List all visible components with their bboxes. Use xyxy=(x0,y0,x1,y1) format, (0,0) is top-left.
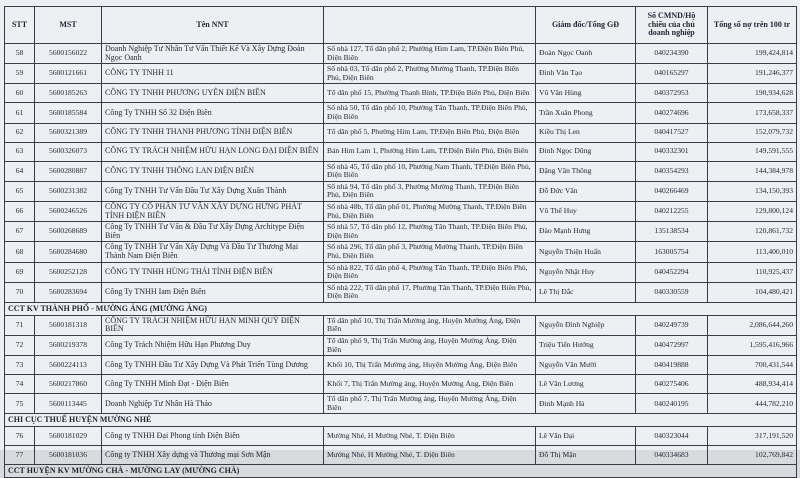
table-row xyxy=(5,222,797,242)
id-number-cell: 040372953 xyxy=(636,84,708,103)
director-cell: Kiều Thị Len xyxy=(536,123,636,142)
director-cell: Vũ Văn Hùng xyxy=(536,84,636,103)
stt-cell: 72 xyxy=(5,336,35,356)
address-cell: Số nhà 94, Tổ dân phố 3, Phường Mường Thanh, TP.Điện Biên Phủ, Điện Biên xyxy=(324,181,536,201)
debt-amount-cell: 152,079,732 xyxy=(708,123,797,142)
debt-amount-cell: 149,591,555 xyxy=(708,142,797,161)
taxpayer-name-cell: CÔNG TY CỔ PHẦN TƯ VẤN XÂY DỰNG HƯNG PHÁT TỈNH ĐIỆN BIÊN xyxy=(102,201,324,221)
mst-cell: 5600283694 xyxy=(35,282,102,302)
table-body xyxy=(5,44,797,478)
address-cell: Khối 7, Thị Trấn Mường ảng, Huyện Mường Ảng, Điện Biên xyxy=(324,375,536,394)
section-title: CHI CỤC THUẾ HUYỆN MƯỜNG NHÉ xyxy=(5,414,797,427)
address-cell: Số nhà 50, Tổ dân phố 10, Phường Tân Thanh, TP.Điện Biên Phủ, Điện Biên xyxy=(324,103,536,123)
taxpayer-name-cell: CÔNG TY TNHH 11 xyxy=(102,64,324,84)
table-row xyxy=(5,84,797,103)
debt-amount-cell: 104,480,421 xyxy=(708,282,797,302)
table-row xyxy=(5,44,797,64)
table-row xyxy=(5,64,797,84)
header-name: Tên NNT xyxy=(102,7,324,44)
mst-cell: 5600231382 xyxy=(35,181,102,201)
mst-cell: 5600185584 xyxy=(35,103,102,123)
address-cell: Tổ dân phố 7, Thị Trấn Mường ảng, Huyện Mường Ảng, Điện Biên xyxy=(324,394,536,414)
director-cell: Triệu Tiến Hướng xyxy=(536,336,636,356)
stt-cell: 64 xyxy=(5,161,35,181)
director-cell: Đào Mạnh Hưng xyxy=(536,222,636,242)
director-cell: Đinh Mạnh Hà xyxy=(536,394,636,414)
stt-cell: 76 xyxy=(5,427,35,446)
table-row xyxy=(5,262,797,282)
mst-cell: 5600113445 xyxy=(35,394,102,414)
stt-cell: 77 xyxy=(5,446,35,465)
debt-amount-cell: 129,800,124 xyxy=(708,201,797,221)
table-row xyxy=(5,282,797,302)
table-row xyxy=(5,336,797,356)
taxpayer-name-cell: CÔNG TY TNHH PHƯƠNG UYÊN ĐIỆN BIÊN xyxy=(102,84,324,103)
debt-table xyxy=(4,6,797,478)
director-cell: Lê Văn Lương xyxy=(536,375,636,394)
director-cell: Đinh Ngọc Dũng xyxy=(536,142,636,161)
address-cell: Số nhà 45, Tổ dân phố 10, Phường Nam Thanh, TP.Điện Biên Phủ, Điện Biên xyxy=(324,161,536,181)
table-row xyxy=(5,103,797,123)
table-row xyxy=(5,394,797,414)
director-cell: Đặng Văn Thông xyxy=(536,161,636,181)
address-cell: Số nhà 127, Tổ dân phố 2, Phường Him Lam, TP.Điện Biên Phủ, Điện Biên xyxy=(324,44,536,64)
section-header-row xyxy=(5,465,797,478)
address-cell: Số nhà 222, Tổ dân phố 17, Phường Tân Thanh, TP.Điện Biên Phủ, Điện Biên xyxy=(324,282,536,302)
director-cell: Đinh Văn Tạo xyxy=(536,64,636,84)
debt-amount-cell: 190,934,628 xyxy=(708,84,797,103)
address-cell: Số nhà 48b, Tổ dân phố 01, Phường Mường Thanh, TP.Điện Biên Phủ, Điện Biên xyxy=(324,201,536,221)
id-number-cell: 040240195 xyxy=(636,394,708,414)
header-stt: STT xyxy=(5,7,35,44)
stt-cell: 67 xyxy=(5,222,35,242)
mst-cell: 5600217860 xyxy=(35,375,102,394)
director-cell: Đỗ Đức Văn xyxy=(536,181,636,201)
mst-cell: 5600246526 xyxy=(35,201,102,221)
table-row xyxy=(5,181,797,201)
mst-cell: 5600181318 xyxy=(35,315,102,335)
table-row xyxy=(5,446,797,465)
id-number-cell: 040354293 xyxy=(636,161,708,181)
debt-amount-cell: 444,782,210 xyxy=(708,394,797,414)
taxpayer-name-cell: Công Ty TNHH Tư Vấn Đầu Tư Xây Dựng Xuân Thành xyxy=(102,181,324,201)
table-row xyxy=(5,161,797,181)
debt-amount-cell: 199,424,814 xyxy=(708,44,797,64)
address-cell: Khối 10, Thị Trấn Mường ảng, Huyện Mường Ảng, Điện Biên xyxy=(324,356,536,375)
taxpayer-name-cell: Công ty TNHH Đại Phong tỉnh Điện Biên xyxy=(102,427,324,446)
taxpayer-name-cell: CÔNG TY TNHH HÙNG THÁI TỈNH ĐIỆN BIÊN xyxy=(102,262,324,282)
mst-cell: 5600219378 xyxy=(35,336,102,356)
stt-cell: 73 xyxy=(5,356,35,375)
mst-cell: 5600181036 xyxy=(35,446,102,465)
mst-cell: 5600185263 xyxy=(35,84,102,103)
header-debt: Tổng số nợ trên 100 tr xyxy=(708,7,797,44)
director-cell: Trần Xuân Phong xyxy=(536,103,636,123)
taxpayer-name-cell: Công Ty TNHH Tư Vấn & Đầu Tư Xây Dựng Architype Điện Biên xyxy=(102,222,324,242)
director-cell: Đỗ Thị Mận xyxy=(536,446,636,465)
taxpayer-name-cell: Công ty TNHH Xây dựng và Thương mại Sơn Mận xyxy=(102,446,324,465)
id-number-cell: 040266469 xyxy=(636,181,708,201)
id-number-cell: 040234390 xyxy=(636,44,708,64)
taxpayer-name-cell: Công Ty Trách Nhiệm Hữu Hạn Phương Duy xyxy=(102,336,324,356)
table-row xyxy=(5,375,797,394)
address-cell: Mường Nhé, H Mường Nhé, T. Điện Biên xyxy=(324,446,536,465)
stt-cell: 63 xyxy=(5,142,35,161)
id-number-cell: 040165297 xyxy=(636,64,708,84)
debt-amount-cell: 191,246,377 xyxy=(708,64,797,84)
section-header-row xyxy=(5,414,797,427)
director-cell: Nguyễn Văn Mười xyxy=(536,356,636,375)
header-address xyxy=(324,7,536,44)
mst-cell: 5600224113 xyxy=(35,356,102,375)
address-cell: Bản Him Lam 1, Phường Him Lam, TP.Điện Biên Phủ, Điện Biên xyxy=(324,142,536,161)
director-cell: Lê Văn Đại xyxy=(536,427,636,446)
stt-cell: 59 xyxy=(5,64,35,84)
address-cell: Tổ dân phố 10, Thị Trấn Mường ảng, Huyện Mường Ảng, Điện Biên xyxy=(324,315,536,335)
id-number-cell: 040212255 xyxy=(636,201,708,221)
stt-cell: 62 xyxy=(5,123,35,142)
taxpayer-name-cell: Công Ty TNHH Số 32 Điện Biên xyxy=(102,103,324,123)
table-row xyxy=(5,201,797,221)
taxpayer-name-cell: Doanh Nghiệp Tư Nhân Tư Vấn Thiết Kế Và Xây Dựng Đoàn Ngọc Oanh xyxy=(102,44,324,64)
id-number-cell: 135138534 xyxy=(636,222,708,242)
stt-cell: 71 xyxy=(5,315,35,335)
debt-amount-cell: 134,150,393 xyxy=(708,181,797,201)
taxpayer-name-cell: Công Ty TNHH Đầu Tư Xây Dựng Và Phát Triển Tùng Dương xyxy=(102,356,324,375)
mst-cell: 5600156022 xyxy=(35,44,102,64)
taxpayer-name-cell: CÔNG TY TNHH THANH PHƯƠNG TỈNH ĐIỆN BIÊN xyxy=(102,123,324,142)
stt-cell: 61 xyxy=(5,103,35,123)
debt-amount-cell: 488,934,414 xyxy=(708,375,797,394)
taxpayer-name-cell: CÔNG TY TRÁCH NHIỆM HỮU HẠN LONG ĐẠI ĐIỆN BIÊN xyxy=(102,142,324,161)
stt-cell: 65 xyxy=(5,181,35,201)
stt-cell: 66 xyxy=(5,201,35,221)
stt-cell: 60 xyxy=(5,84,35,103)
table-row xyxy=(5,123,797,142)
id-number-cell: 040323044 xyxy=(636,427,708,446)
stt-cell: 70 xyxy=(5,282,35,302)
header-id-number: Số CMND/Hộ chiếu của chủ doanh nghiệp xyxy=(636,7,708,44)
taxpayer-name-cell: Công Ty TNHH Tư Vấn Xây Dựng Và Đầu Tư Thương Mại Thành Nam Điện Biên xyxy=(102,242,324,262)
address-cell: Tổ dân phố 15, Phường Thanh Bình, TP.Điện Biên Phủ, Điện Biên xyxy=(324,84,536,103)
id-number-cell: 040417527 xyxy=(636,123,708,142)
mst-cell: 5600321389 xyxy=(35,123,102,142)
id-number-cell: 040472997 xyxy=(636,336,708,356)
address-cell: Số nhà 822, Tổ dân phố 4, Phường Tân Thanh, TP.Điện Biên Phủ, Điện Biên xyxy=(324,262,536,282)
debt-amount-cell: 2,086,644,260 xyxy=(708,315,797,335)
address-cell: Tổ dân phố 9, Thị Trấn Mường ảng, Huyện Mường Ảng, Điện Biên xyxy=(324,336,536,356)
director-cell: Vũ Thế Huy xyxy=(536,201,636,221)
section-title: CCT HUYỆN KV MƯỜNG CHÀ - MƯỜNG LAY (MƯỜNG CHÀ) xyxy=(5,465,797,478)
table-row xyxy=(5,427,797,446)
header-mst: MST xyxy=(35,7,102,44)
table-row xyxy=(5,142,797,161)
mst-cell: 5600284680 xyxy=(35,242,102,262)
mst-cell: 5600326073 xyxy=(35,142,102,161)
id-number-cell: 040249739 xyxy=(636,315,708,335)
stt-cell: 74 xyxy=(5,375,35,394)
table-row xyxy=(5,242,797,262)
taxpayer-name-cell: CÔNG TY TNHH THÔNG LAN ĐIỆN BIÊN xyxy=(102,161,324,181)
debt-amount-cell: 120,861,732 xyxy=(708,222,797,242)
director-cell: Nguyễn Thiện Huấn xyxy=(536,242,636,262)
debt-amount-cell: 1,595,416,966 xyxy=(708,336,797,356)
stt-cell: 69 xyxy=(5,262,35,282)
taxpayer-name-cell: Công Ty TNHH Iam Điện Biên xyxy=(102,282,324,302)
director-cell: Nguyễn Nhật Huy xyxy=(536,262,636,282)
debt-amount-cell: 113,400,010 xyxy=(708,242,797,262)
id-number-cell: 040274696 xyxy=(636,103,708,123)
id-number-cell: 040332301 xyxy=(636,142,708,161)
debt-amount-cell: 700,431,544 xyxy=(708,356,797,375)
debt-amount-cell: 173,658,337 xyxy=(708,103,797,123)
stt-cell: 58 xyxy=(5,44,35,64)
debt-amount-cell: 144,384,978 xyxy=(708,161,797,181)
taxpayer-name-cell: CÔNG TY TRÁCH NHIỆM HỮU HẠN MINH QUÝ ĐIỆN BIÊN xyxy=(102,315,324,335)
director-cell: Lê Thị Đắc xyxy=(536,282,636,302)
id-number-cell: 040275406 xyxy=(636,375,708,394)
table-row xyxy=(5,356,797,375)
address-cell: Số nhà 03, Tổ dân phố 2, Phường Mường Thanh, TP.Điện Biên Phủ, Điện Biên xyxy=(324,64,536,84)
address-cell: Số nhà 296, Tổ dân phố 3, Phường Mường Thanh, TP.Điện Biên Phủ, Điện Biên xyxy=(324,242,536,262)
debt-amount-cell: 317,191,520 xyxy=(708,427,797,446)
mst-cell: 5600252128 xyxy=(35,262,102,282)
section-title: CCT KV THÀNH PHỐ - MƯỜNG ẢNG (MƯỜNG ẢNG) xyxy=(5,302,797,315)
header-director: Giám đốc/Tổng GĐ xyxy=(536,7,636,44)
mst-cell: 5600268689 xyxy=(35,222,102,242)
director-cell: Đoàn Ngọc Oanh xyxy=(536,44,636,64)
stt-cell: 68 xyxy=(5,242,35,262)
mst-cell: 5600181029 xyxy=(35,427,102,446)
debt-amount-cell: 110,925,437 xyxy=(708,262,797,282)
id-number-cell: 163005754 xyxy=(636,242,708,262)
mst-cell: 5600121661 xyxy=(35,64,102,84)
id-number-cell: 040334683 xyxy=(636,446,708,465)
id-number-cell: 040452294 xyxy=(636,262,708,282)
address-cell: Tổ dân phố 5, Phường Him Lam, TP.Điện Biên Phủ, Điện Biên xyxy=(324,123,536,142)
id-number-cell: 040330559 xyxy=(636,282,708,302)
address-cell: Số nhà 57, Tổ dân phố 12, Phường Tân Thanh, TP.Điện Biên Phủ, Điện Biên xyxy=(324,222,536,242)
taxpayer-name-cell: Công Ty TNHH Minh Đạt - Điện Biên xyxy=(102,375,324,394)
address-cell: Mường Nhé, H Mường Nhé, T. Điện Biên xyxy=(324,427,536,446)
id-number-cell: 040419888 xyxy=(636,356,708,375)
header-row xyxy=(5,7,797,44)
debt-amount-cell: 102,769,842 xyxy=(708,446,797,465)
stt-cell: 75 xyxy=(5,394,35,414)
taxpayer-name-cell: Doanh Nghiệp Tư Nhân Hà Thảo xyxy=(102,394,324,414)
table-row xyxy=(5,315,797,335)
mst-cell: 5600280887 xyxy=(35,161,102,181)
director-cell: Nguyễn Đình Nghiệp xyxy=(536,315,636,335)
section-header-row xyxy=(5,302,797,315)
